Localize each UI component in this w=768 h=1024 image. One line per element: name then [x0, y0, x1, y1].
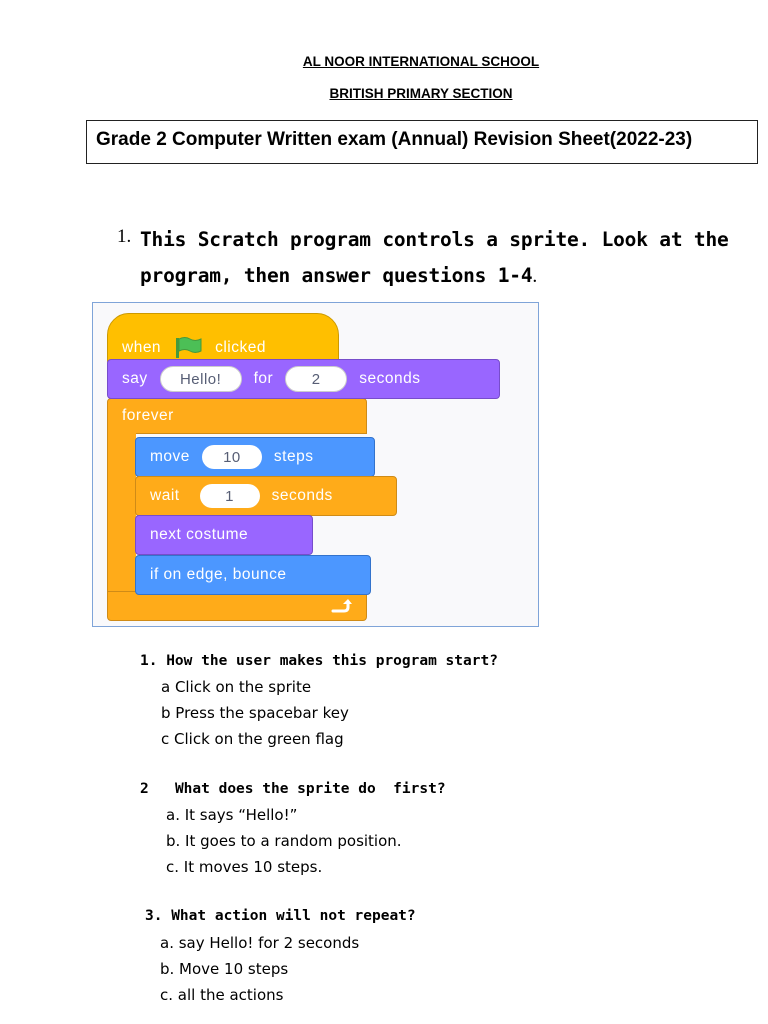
next-costume-label: next costume: [150, 526, 249, 543]
main-question-body: This Scratch program controls a sprite. Look at the program, then answer questions 1-4: [140, 228, 729, 287]
scratch-program: [92, 302, 539, 627]
say-block[interactable]: [107, 359, 500, 399]
move-block[interactable]: [135, 437, 375, 477]
forever-bottom: [107, 591, 367, 621]
question-1-number: 1.: [140, 653, 158, 669]
loop-arrow-icon: [330, 598, 352, 614]
section-name: BRITISH PRIMARY SECTION: [329, 86, 513, 101]
title-box: [86, 120, 758, 164]
question-2-option-b: b. It goes to a random position.: [166, 832, 402, 850]
question-1-option-b: b Press the spacebar key: [161, 704, 349, 722]
wait-unit-label: seconds: [271, 487, 333, 504]
question-2-number: 2: [140, 781, 149, 797]
when-flag-clicked-block[interactable]: [107, 313, 339, 365]
question-1-option-a: a Click on the sprite: [161, 678, 312, 696]
forever-label: forever: [122, 407, 174, 424]
wait-seconds-input[interactable]: 1: [200, 484, 260, 508]
say-label: say: [122, 370, 148, 387]
question-1-text: How the user makes this program start?: [166, 653, 498, 669]
question-2-option-c: c. It moves 10 steps.: [166, 858, 323, 876]
school-name: AL NOOR INTERNATIONAL SCHOOL: [302, 54, 540, 69]
question-2: [140, 781, 446, 797]
steps-label: steps: [273, 448, 314, 465]
question-2-option-a: a. It says “Hello!”: [166, 806, 298, 824]
say-message-input[interactable]: Hello!: [160, 366, 242, 392]
question-2-text: What does the sprite do first?: [174, 781, 446, 797]
wait-block[interactable]: [135, 476, 397, 516]
question-3-option-c: c. all the actions: [160, 986, 284, 1004]
question-3-text: What action will not repeat?: [171, 908, 416, 924]
green-flag-icon: [173, 336, 203, 360]
for-label: for: [253, 370, 274, 387]
sheet-title: Grade 2 Computer Written exam (Annual) Revision Sheet(2022-23): [96, 129, 693, 150]
main-question-number: 1.: [117, 226, 132, 247]
question-1: [140, 653, 498, 669]
when-label: when: [122, 339, 162, 356]
question-3-number: 3.: [145, 908, 163, 924]
forever-block[interactable]: [107, 398, 367, 434]
question-3: [145, 908, 416, 924]
seconds-label: seconds: [359, 370, 421, 387]
question-3-option-a: a. say Hello! for 2 seconds: [160, 934, 360, 952]
move-steps-input[interactable]: 10: [202, 445, 262, 469]
say-seconds-input[interactable]: 2: [285, 366, 347, 392]
wait-label: wait: [150, 487, 180, 504]
move-label: move: [150, 448, 190, 465]
clicked-label: clicked: [215, 339, 266, 356]
forever-arm: [107, 431, 136, 591]
bounce-label: if on edge, bounce: [150, 566, 287, 583]
bounce-block[interactable]: [135, 555, 371, 595]
question-3-option-b: b. Move 10 steps: [160, 960, 289, 978]
main-question-period: .: [532, 266, 538, 287]
next-costume-block[interactable]: [135, 515, 313, 555]
main-question-text: [140, 222, 740, 295]
question-1-option-c: c Click on the green flag: [161, 730, 344, 748]
